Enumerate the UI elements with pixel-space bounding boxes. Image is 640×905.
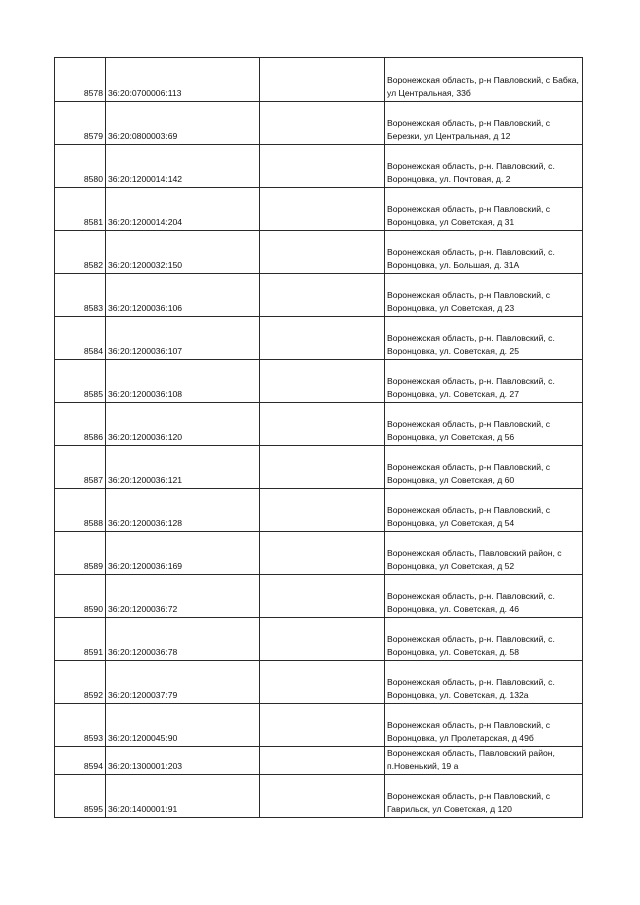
property-registry-table: [54, 57, 583, 818]
cadastral-number: 36:20:1200037:79: [106, 661, 260, 704]
cadastral-number: 36:20:1200036:169: [106, 532, 260, 575]
empty-cell: [260, 747, 385, 775]
cadastral-number: 36:20:1200036:108: [106, 360, 260, 403]
empty-cell: [260, 188, 385, 231]
row-number: 8580: [55, 145, 106, 188]
table-row: [55, 360, 583, 403]
empty-cell: [260, 489, 385, 532]
address-cell: Воронежская область, р-н Павловский, с Березки, ул Центральная, д 12: [385, 102, 583, 145]
address-cell: Воронежская область, р-н Павловский, с Воронцовка, ул Пролетарская, д 49б: [385, 704, 583, 747]
address-cell: Воронежская область, р-н. Павловский, с. Воронцовка, ул. Советская, д. 132а: [385, 661, 583, 704]
cadastral-number: 36:20:1200036:72: [106, 575, 260, 618]
table-row: [55, 775, 583, 818]
row-number: 8579: [55, 102, 106, 145]
address-cell: Воронежская область, р-н. Павловский, с. Воронцовка, ул. Советская, д. 27: [385, 360, 583, 403]
empty-cell: [260, 618, 385, 661]
table-row: [55, 661, 583, 704]
table-row: [55, 274, 583, 317]
empty-cell: [260, 575, 385, 618]
address-cell: Воронежская область, р-н Павловский, с Гаврильск, ул Советская, д 120: [385, 775, 583, 818]
row-number: 8582: [55, 231, 106, 274]
table-row: [55, 403, 583, 446]
cadastral-number: 36:20:1200032:150: [106, 231, 260, 274]
empty-cell: [260, 360, 385, 403]
address-cell: Воронежская область, р-н Павловский, с Воронцовка, ул Советская, д 60: [385, 446, 583, 489]
row-number: 8589: [55, 532, 106, 575]
empty-cell: [260, 446, 385, 489]
cadastral-number: 36:20:0700006:113: [106, 58, 260, 102]
table-row: [55, 102, 583, 145]
cadastral-number: 36:20:1200036:78: [106, 618, 260, 661]
table-row: [55, 58, 583, 102]
cadastral-number: 36:20:0800003:69: [106, 102, 260, 145]
address-cell: Воронежская область, р-н. Павловский, с. Воронцовка, ул. Советская, д. 46: [385, 575, 583, 618]
row-number: 8588: [55, 489, 106, 532]
table-row: [55, 231, 583, 274]
address-cell: Воронежская область, Павловский район, с Воронцовка, ул Советская, д 52: [385, 532, 583, 575]
address-cell: Воронежская область, р-н. Павловский, с. Воронцовка, ул. Большая, д. 31А: [385, 231, 583, 274]
table-row: [55, 747, 583, 775]
table-row: [55, 618, 583, 661]
table-row: [55, 145, 583, 188]
cadastral-number: 36:20:1200036:128: [106, 489, 260, 532]
empty-cell: [260, 775, 385, 818]
row-number: 8586: [55, 403, 106, 446]
cadastral-number: 36:20:1200014:142: [106, 145, 260, 188]
cadastral-number: 36:20:1200036:121: [106, 446, 260, 489]
row-number: 8583: [55, 274, 106, 317]
cadastral-number: 36:20:1200036:120: [106, 403, 260, 446]
empty-cell: [260, 102, 385, 145]
row-number: 8593: [55, 704, 106, 747]
address-cell: Воронежская область, р-н Павловский, с Воронцовка, ул Советская, д 31: [385, 188, 583, 231]
empty-cell: [260, 231, 385, 274]
table-row: [55, 489, 583, 532]
row-number: 8585: [55, 360, 106, 403]
address-cell: Воронежская область, р-н Павловский, с Воронцовка, ул Советская, д 56: [385, 403, 583, 446]
row-number: 8595: [55, 775, 106, 818]
cadastral-number: 36:20:1200036:106: [106, 274, 260, 317]
table-row: [55, 446, 583, 489]
cadastral-number: 36:20:1400001:91: [106, 775, 260, 818]
empty-cell: [260, 145, 385, 188]
row-number: 8592: [55, 661, 106, 704]
table-row: [55, 188, 583, 231]
table-row: [55, 575, 583, 618]
address-cell: Воронежская область, Павловский район, п.Новенький, 19 а: [385, 747, 583, 775]
empty-cell: [260, 317, 385, 360]
cadastral-number: 36:20:1200045:90: [106, 704, 260, 747]
address-cell: Воронежская область, р-н. Павловский, с. Воронцовка, ул. Советская, д. 25: [385, 317, 583, 360]
empty-cell: [260, 532, 385, 575]
address-cell: Воронежская область, р-н Павловский, с Воронцовка, ул Советская, д 54: [385, 489, 583, 532]
empty-cell: [260, 274, 385, 317]
address-cell: Воронежская область, р-н. Павловский, с. Воронцовка, ул. Почтовая, д. 2: [385, 145, 583, 188]
table-row: [55, 317, 583, 360]
row-number: 8591: [55, 618, 106, 661]
empty-cell: [260, 58, 385, 102]
empty-cell: [260, 403, 385, 446]
row-number: 8590: [55, 575, 106, 618]
row-number: 8578: [55, 58, 106, 102]
row-number: 8581: [55, 188, 106, 231]
table-row: [55, 532, 583, 575]
table-row: [55, 704, 583, 747]
address-cell: Воронежская область, р-н Павловский, с Воронцовка, ул Советская, д 23: [385, 274, 583, 317]
empty-cell: [260, 704, 385, 747]
cadastral-number: 36:20:1200036:107: [106, 317, 260, 360]
address-cell: Воронежская область, р-н. Павловский, с. Воронцовка, ул. Советская, д. 58: [385, 618, 583, 661]
empty-cell: [260, 661, 385, 704]
row-number: 8584: [55, 317, 106, 360]
row-number: 8594: [55, 747, 106, 775]
cadastral-number: 36:20:1300001:203: [106, 747, 260, 775]
cadastral-number: 36:20:1200014:204: [106, 188, 260, 231]
row-number: 8587: [55, 446, 106, 489]
address-cell: Воронежская область, р-н Павловский, с Бабка, ул Центральная, 33б: [385, 58, 583, 102]
